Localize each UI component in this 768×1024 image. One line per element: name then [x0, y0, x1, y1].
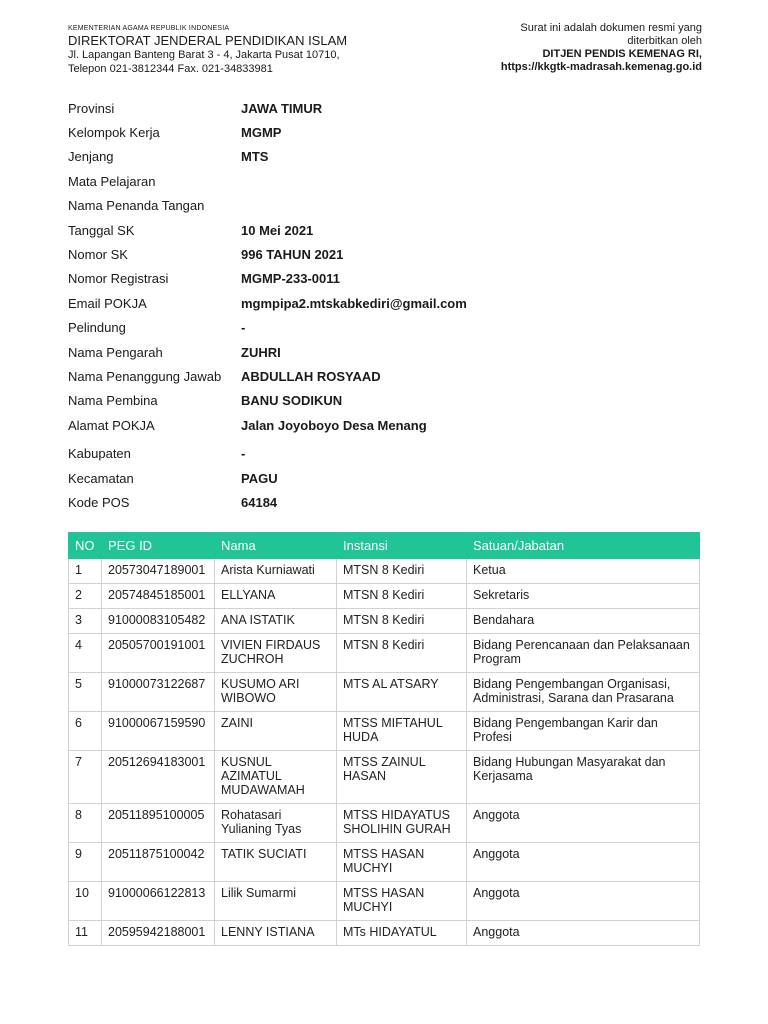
- field-value: JAWA TIMUR: [241, 100, 323, 116]
- row-number-cell: 11: [69, 921, 102, 946]
- field-row: [68, 218, 708, 242]
- field-label: Nama Penanggung Jawab: [68, 368, 222, 384]
- table-row: [69, 559, 700, 584]
- column-header: PEG ID: [102, 533, 215, 559]
- row-number-cell: 8: [69, 804, 102, 843]
- field-value: -: [241, 320, 246, 336]
- member-name-cell: LENNY ISTIANA: [215, 921, 337, 946]
- institution-cell: MTSS ZAINUL HASAN: [337, 751, 467, 804]
- institution-cell: MTSS HIDAYATUS SHOLIHIN GURAH: [337, 804, 467, 843]
- field-row: [68, 194, 708, 218]
- peg-id-cell: 20512694183001: [102, 751, 215, 804]
- row-number-cell: 2: [69, 584, 102, 609]
- position-cell: Anggota: [467, 843, 700, 882]
- field-row: [68, 120, 708, 144]
- position-cell: Anggota: [467, 804, 700, 843]
- field-row: [68, 145, 708, 169]
- issuer-name: DITJEN PENDIS KEMENAG RI,: [542, 48, 702, 60]
- member-name-cell: Lilik Sumarmi: [215, 882, 337, 921]
- letterhead: [68, 25, 428, 76]
- field-row: [68, 169, 708, 193]
- field-row: [68, 242, 708, 266]
- field-row: [68, 466, 708, 490]
- field-label: Jenjang: [68, 149, 114, 165]
- table-row: [69, 882, 700, 921]
- table-header-row: [69, 533, 700, 559]
- position-cell: Anggota: [467, 882, 700, 921]
- table-row: [69, 673, 700, 712]
- peg-id-cell: 20595942188001: [102, 921, 215, 946]
- field-row: [68, 441, 708, 465]
- position-cell: Anggota: [467, 921, 700, 946]
- institution-cell: MTs HIDAYATUL: [337, 921, 467, 946]
- peg-id-cell: 91000083105482: [102, 609, 215, 634]
- row-number-cell: 9: [69, 843, 102, 882]
- field-label: Nomor SK: [68, 247, 128, 263]
- field-value: mgmpipa2.mtskabkediri@gmail.com: [241, 295, 467, 311]
- field-label: Nama Penanda Tangan: [68, 198, 205, 214]
- peg-id-cell: 20573047189001: [102, 559, 215, 584]
- member-name-cell: ZAINI: [215, 712, 337, 751]
- position-cell: Sekretaris: [467, 584, 700, 609]
- institution-cell: MTSN 8 Kediri: [337, 609, 467, 634]
- column-header: Nama: [215, 533, 337, 559]
- field-row: [68, 96, 708, 120]
- directorate-name: DIREKTORAT JENDERAL PENDIDIKAN ISLAM: [68, 33, 348, 48]
- field-label: Kecamatan: [68, 470, 134, 486]
- position-cell: Bidang Pengembangan Organisasi, Administrasi, Sarana dan Prasarana: [467, 673, 700, 712]
- member-name-cell: Rohatasari Yulianing Tyas: [215, 804, 337, 843]
- member-name-cell: ELLYANA: [215, 584, 337, 609]
- field-label: Tanggal SK: [68, 222, 135, 238]
- member-name-cell: ANA ISTATIK: [215, 609, 337, 634]
- member-table: [68, 532, 700, 946]
- ministry-name: KEMENTERIAN AGAMA REPUBLIK INDONESIA: [68, 25, 230, 32]
- field-label: Nomor Registrasi: [68, 271, 169, 287]
- official-note: [382, 22, 702, 74]
- table-row: [69, 804, 700, 843]
- row-number-cell: 4: [69, 634, 102, 673]
- field-value: MGMP: [241, 125, 282, 141]
- row-number-cell: 10: [69, 882, 102, 921]
- address-line: Jl. Lapangan Banteng Barat 3 - 4, Jakarta Pusat 10710,: [68, 49, 340, 61]
- peg-id-cell: 20574845185001: [102, 584, 215, 609]
- row-number-cell: 6: [69, 712, 102, 751]
- field-value: ZUHRI: [241, 344, 281, 360]
- column-header: NO: [69, 533, 102, 559]
- field-list: [68, 96, 708, 515]
- field-value: ABDULLAH ROSYAAD: [241, 368, 381, 384]
- field-label: Kabupaten: [68, 446, 131, 462]
- row-number-cell: 1: [69, 559, 102, 584]
- peg-id-cell: 91000067159590: [102, 712, 215, 751]
- note-line: diterbitkan oleh: [627, 35, 702, 47]
- column-header: Satuan/Jabatan: [467, 533, 700, 559]
- institution-cell: MTSS HASAN MUCHYI: [337, 843, 467, 882]
- field-row: [68, 389, 708, 413]
- table-row: [69, 843, 700, 882]
- peg-id-cell: 20511895100005: [102, 804, 215, 843]
- position-cell: Bidang Hubungan Masyarakat dan Kerjasama: [467, 751, 700, 804]
- table-row: [69, 584, 700, 609]
- field-row: [68, 490, 708, 514]
- field-row: [68, 340, 708, 364]
- field-value: -: [241, 446, 246, 462]
- position-cell: Ketua: [467, 559, 700, 584]
- peg-id-cell: 20511875100042: [102, 843, 215, 882]
- field-value: BANU SODIKUN: [241, 393, 343, 409]
- member-name-cell: KUSUMO ARI WIBOWO: [215, 673, 337, 712]
- institution-cell: MTSS MIFTAHUL HUDA: [337, 712, 467, 751]
- position-cell: Bidang Pengembangan Karir dan Profesi: [467, 712, 700, 751]
- field-label: Alamat POKJA: [68, 417, 155, 433]
- field-label: Pelindung: [68, 320, 126, 336]
- member-name-cell: Arista Kurniawati: [215, 559, 337, 584]
- position-cell: Bendahara: [467, 609, 700, 634]
- member-name-cell: KUSNUL AZIMATUL MUDAWAMAH: [215, 751, 337, 804]
- field-row: [68, 316, 708, 340]
- institution-cell: MTS AL ATSARY: [337, 673, 467, 712]
- table-row: [69, 609, 700, 634]
- row-number-cell: 7: [69, 751, 102, 804]
- row-number-cell: 3: [69, 609, 102, 634]
- institution-cell: MTSN 8 Kediri: [337, 634, 467, 673]
- peg-id-cell: 91000066122813: [102, 882, 215, 921]
- field-row: [68, 364, 708, 388]
- row-number-cell: 5: [69, 673, 102, 712]
- field-label: Email POKJA: [68, 295, 147, 311]
- position-cell: Bidang Perencanaan dan Pelaksanaan Program: [467, 634, 700, 673]
- field-row: [68, 413, 708, 437]
- field-value: PAGU: [241, 470, 278, 486]
- field-value: 996 TAHUN 2021: [241, 247, 344, 263]
- institution-cell: MTSN 8 Kediri: [337, 559, 467, 584]
- field-label: Kode POS: [68, 494, 130, 510]
- field-value: 64184: [241, 494, 278, 510]
- field-value: MTS: [241, 149, 269, 165]
- field-label: Provinsi: [68, 100, 115, 116]
- institution-cell: MTSS HASAN MUCHYI: [337, 882, 467, 921]
- table-row: [69, 921, 700, 946]
- field-label: Nama Pengarah: [68, 344, 163, 360]
- peg-id-cell: 20505700191001: [102, 634, 215, 673]
- issuer-url: https://kkgtk-madrasah.kemenag.go.id: [500, 61, 702, 73]
- field-value: Jalan Joyoboyo Desa Menang: [241, 417, 427, 433]
- field-value: MGMP-233-0011: [241, 271, 340, 287]
- field-label: Mata Pelajaran: [68, 173, 156, 189]
- note-line: Surat ini adalah dokumen resmi yang: [520, 22, 702, 34]
- table-row: [69, 634, 700, 673]
- institution-cell: MTSN 8 Kediri: [337, 584, 467, 609]
- member-name-cell: TATIK SUCIATI: [215, 843, 337, 882]
- phone-line: Telepon 021-3812344 Fax. 021-34833981: [68, 63, 273, 75]
- member-name-cell: VIVIEN FIRDAUS ZUCHROH: [215, 634, 337, 673]
- field-row: [68, 267, 708, 291]
- field-row: [68, 291, 708, 315]
- field-label: Kelompok Kerja: [68, 125, 160, 141]
- field-label: Nama Pembina: [68, 393, 158, 409]
- table-row: [69, 712, 700, 751]
- peg-id-cell: 91000073122687: [102, 673, 215, 712]
- table-row: [69, 751, 700, 804]
- field-value: 10 Mei 2021: [241, 222, 314, 238]
- column-header: Instansi: [337, 533, 467, 559]
